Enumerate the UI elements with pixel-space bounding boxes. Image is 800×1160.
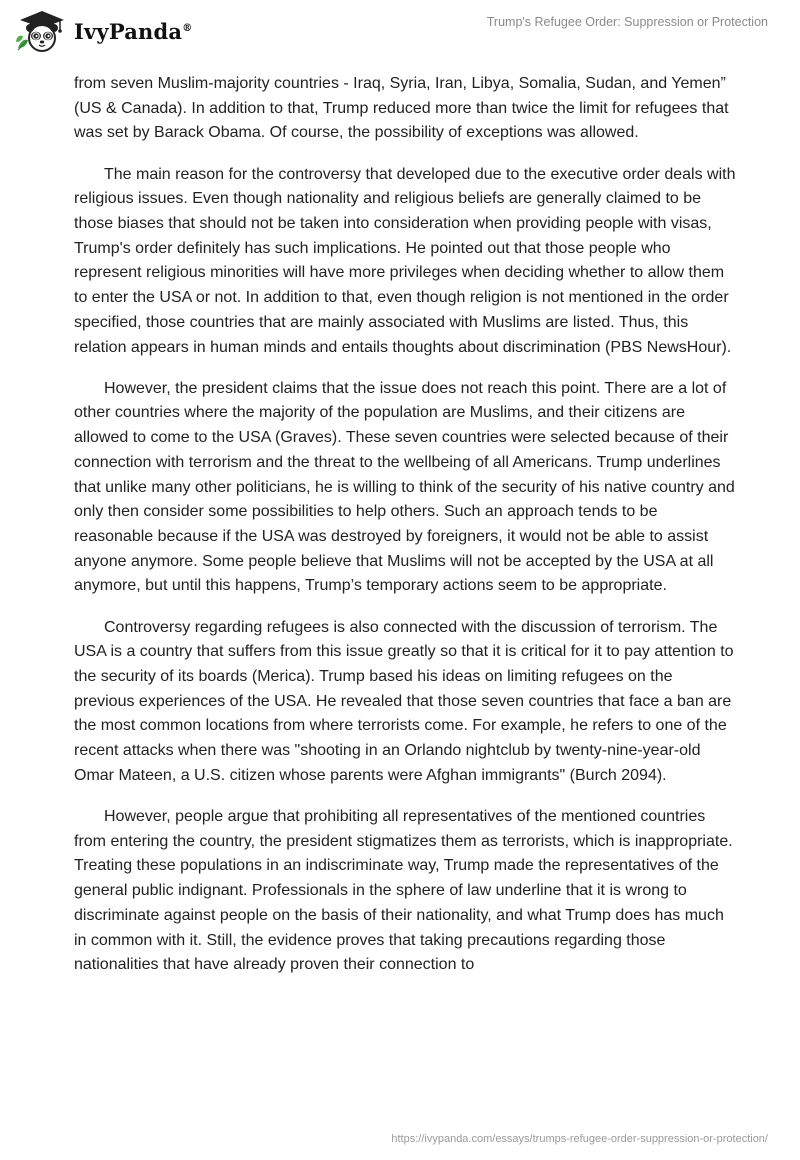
paragraph: However, the president claims that the issue does not reach this point. There are a lot of other countries where the majority of the population are Muslims, and their citizens are allowed to come to the USA (Graves). These seven countries were selected because of their connection with terrorism and the threat to the wellbeing of all Americans. Trump underlines that unlike many other politicians, he is willing to think of the security of his native country and only then consider some possibilities to help others. Such an approach tends to be reasonable because if the USA was destroyed by foreigners, it would not be able to assist anyone anymore. Some people believe that Muslims will not be accepted by the USA at all anymore, but until this happens, Trump’s temporary actions seem to be appropriate.: [74, 379, 735, 595]
panda-graduate-icon: [14, 8, 70, 54]
essay-body: [74, 72, 736, 994]
paragraph: The main reason for the controversy that developed due to the executive order deals with religious issues. Even though nationality and religious beliefs are generally claimed to be those biases that should not be taken into consideration when providing people with visas, Trump's order definitely has such implications. He pointed out that those people who represent religious minorities will have more privileges when deciding whether to allow them to enter the USA or not. In addition to that, even though religion is not mentioned in the order specified, those countries that are mainly associated with Muslims are listed. Thus, this relation appears in human minds and entails thoughts about discrimination (PBS NewsHour).: [74, 165, 736, 356]
ivypanda-logo[interactable]: [14, 8, 192, 54]
paragraph-continued: from seven Muslim-majority countries - Iraq, Syria, Iran, Libya, Somalia, Sudan, and Yemen” (US & Canada). In addition to that, Trump reduced more than twice the limit for refugees that was set by Barack Obama. Of course, the possibility of exceptions was allowed.: [74, 75, 729, 142]
brand-name: IvyPanda®: [74, 18, 193, 44]
page-header: [0, 0, 800, 60]
source-url-link[interactable]: https://ivypanda.com/essays/trumps-refugee-order-suppression-or-protection/: [391, 1133, 768, 1145]
paragraph: However, people argue that prohibiting all representatives of the mentioned countries from entering the country, the president stigmatizes them as terrorists, which is inappropriate. Treating these populations in an indiscriminate way, Trump made the representatives of the general public indignant. Professionals in the sphere of law underline that it is wrong to discriminate against people on the basis of their nationality, and what Trump does has much in common with it. Still, the evidence proves that taking precautions regarding those nationalities that have already proven their connection to: [74, 807, 733, 974]
document-title: Trump's Refugee Order: Suppression or Protection: [486, 15, 768, 29]
paragraph: Controversy regarding refugees is also connected with the discussion of terrorism. The USA is a country that suffers from this issue greatly so that it is critical for it to pay attention to the security of its boards (Merica). Trump based his ideas on limiting refugees on the previous experiences of the USA. He revealed that those seven countries that face a ban are the most common locations from where terrorists come. For example, he refers to one of the recent attacks when there was "shooting in an Orlando nightclub by twenty-nine-year-old Omar Mateen, a U.S. citizen whose parents were Afghan immigrants" (Burch 2094).: [74, 618, 734, 784]
